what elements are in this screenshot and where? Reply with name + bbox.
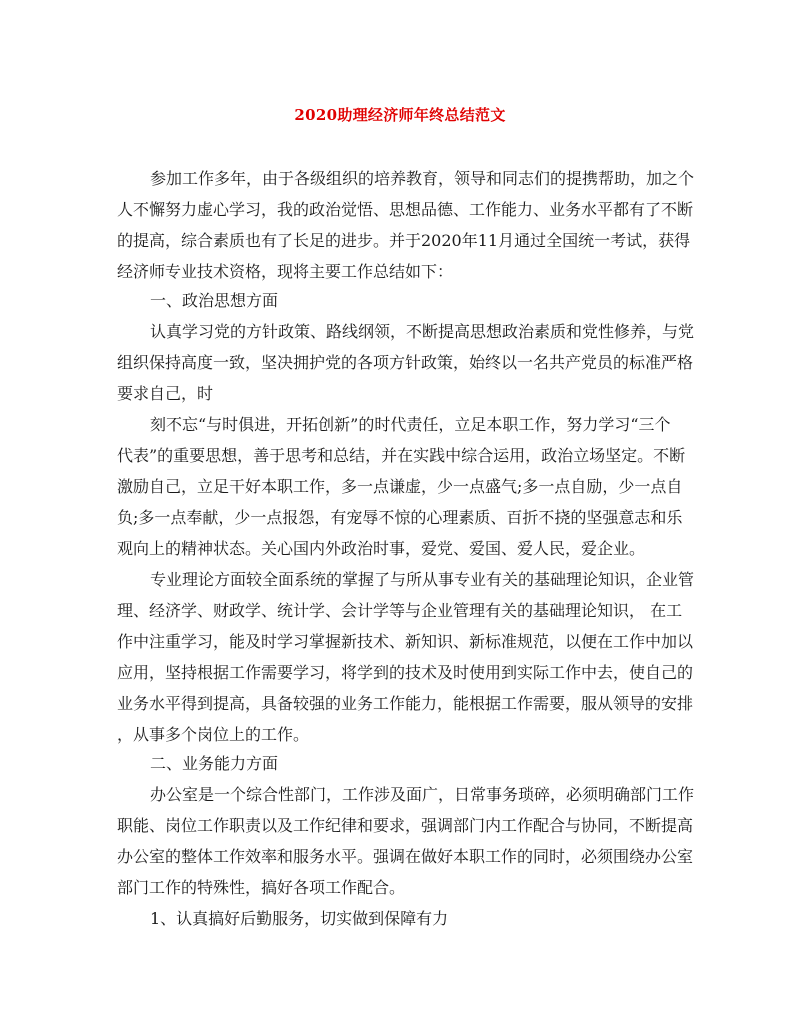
subsection-heading-logistics: 1、认真搞好后勤服务，切实做到保障有力 — [150, 909, 449, 928]
paragraph-4-line-6: ，从事多个岗位上的工作。 — [117, 725, 310, 744]
paragraph-2-line-2: 组织保持高度一致，坚决拥护党的各项方针政策，始终以一名共产党员的标准严格 — [117, 353, 694, 372]
paragraph-1-line-2: 人不懈努力虚心学习，我的政治觉悟、思想品德、工作能力、业务水平都有了不断 — [117, 200, 694, 219]
paragraph-4-line-1: 专业理论方面较全面系统的掌握了与所从事专业有关的基础理论知识，企业管 — [150, 570, 695, 589]
section-heading-political: 一、政治思想方面 — [150, 291, 279, 310]
section-heading-business: 二、业务能力方面 — [150, 754, 279, 773]
paragraph-2-line-3: 要求自己，时 — [117, 384, 214, 403]
paragraph-2-line-1: 认真学习党的方针政策、路线纲领，不断提高思想政治素质和党性修养，与党 — [150, 322, 695, 341]
paragraph-1-line-4: 经济师专业技术资格，现将主要工作总结如下： — [117, 262, 454, 281]
paragraph-3-line-3: 激励自己，立足干好本职工作，多一点谦虚，少一点盛气;多一点自励，少一点自 — [117, 477, 683, 496]
paragraph-3-line-4: 负;多一点奉献，少一点报怨，有宠辱不惊的心理素质、百折不挠的坚强意志和乐 — [117, 508, 683, 527]
paragraph-3-line-2: 代表”的重要思想，善于思考和总结，并在实践中综合运用，政治立场坚定。不断 — [117, 446, 686, 465]
paragraph-4-line-5: 业务水平得到提高，具备较强的业务工作能力，能根据工作需要，服从领导的安排 — [117, 694, 694, 713]
paragraph-4-line-3: 作中注重学习，能及时学习掌握新技术、新知识、新标准规范，以便在工作中加以 — [117, 632, 694, 651]
paragraph-3-line-5: 观向上的精神状态。关心国内外政治时事，爱党、爱国、爱人民，爱企业。 — [117, 539, 646, 558]
paragraph-5-line-3: 办公室的整体工作效率和服务水平。强调在做好本职工作的同时，必须围绕办公室 — [117, 847, 694, 866]
paragraph-5-line-4: 部门工作的特殊性，搞好各项工作配合。 — [117, 878, 406, 897]
paragraph-5-line-2: 职能、岗位工作职责以及工作纪律和要求，强调部门内工作配合与协同，不断提高 — [117, 816, 694, 835]
paragraph-3-line-1: 刻不忘“与时俱进，开拓创新”的时代责任，立足本职工作，努力学习“三个 — [150, 415, 671, 434]
document-title: 2020助理经济师年终总结范文 — [294, 106, 506, 124]
paragraph-5-line-1: 办公室是一个综合性部门，工作涉及面广，日常事务琐碎，必须明确部门工作 — [150, 785, 695, 804]
paragraph-1-line-3: 的提高，综合素质也有了长足的进步。并于2020年11月通过全国统一考试，获得 — [117, 231, 691, 250]
paragraph-1-line-1: 参加工作多年，由于各级组织的培养教育，领导和同志们的提携帮助，加之个 — [150, 169, 695, 188]
paragraph-4-line-4: 应用，坚持根据工作需要学习，将学到的技术及时使用到实际工作中去，使自己的 — [117, 663, 694, 682]
paragraph-4-line-2: 理、经济学、财政学、统计学、会计学等与企业管理有关的基础理论知识， 在工 — [117, 601, 683, 620]
